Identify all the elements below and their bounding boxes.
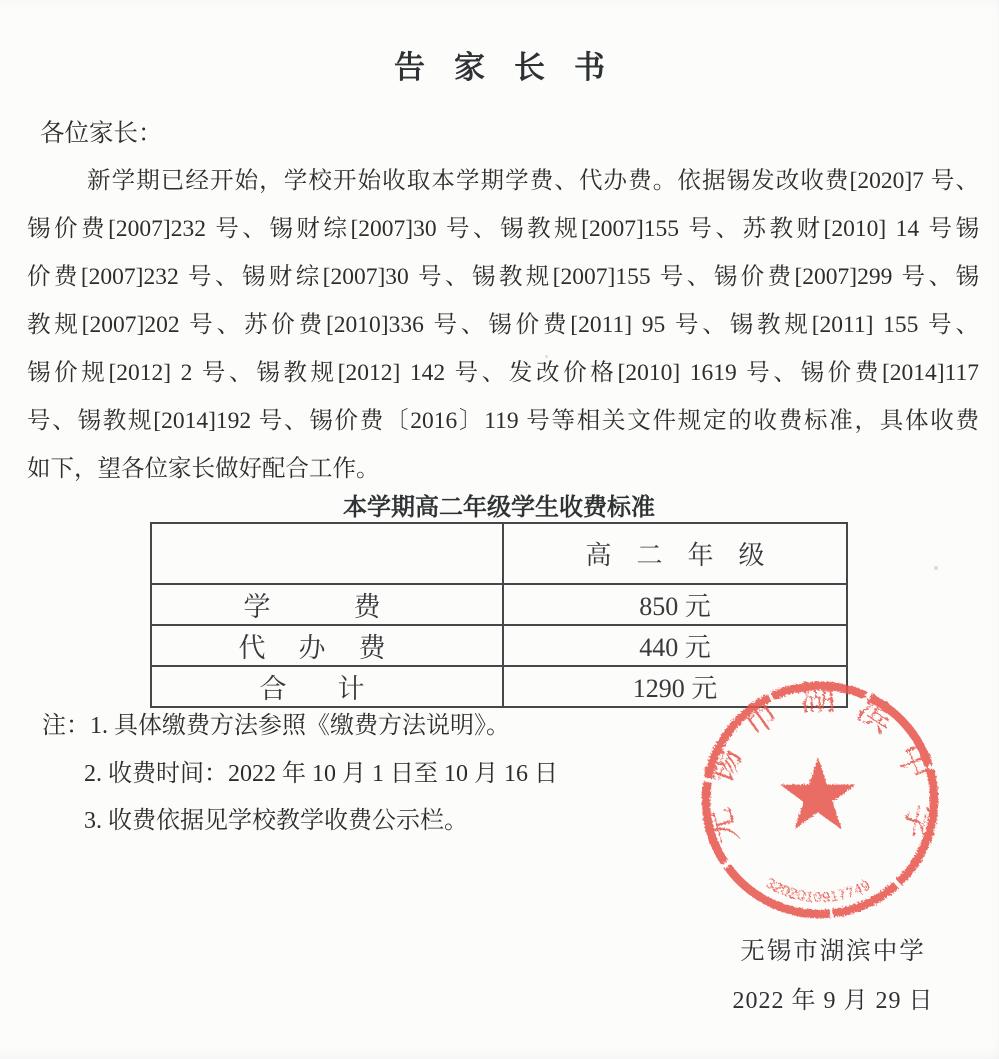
fee-row-label: 代办费 bbox=[151, 625, 503, 666]
fee-table-grade-header: 高二年级 bbox=[503, 523, 847, 584]
scan-speck bbox=[545, 355, 548, 358]
notes-prefix: 注： bbox=[42, 713, 90, 739]
signature-school-name: 无锡市湖滨中学 bbox=[740, 938, 926, 965]
table-row bbox=[151, 666, 847, 707]
body-paragraph bbox=[27, 164, 979, 500]
fee-table-header-row bbox=[151, 523, 847, 584]
page-title: 告家长书 bbox=[394, 50, 634, 85]
note-item-1: 注：1. 具体缴费方法参照《缴费方法说明》。 bbox=[42, 713, 510, 739]
body-line: 如下，望各位家长做好配合工作。 bbox=[27, 456, 380, 482]
fee-row-label: 合计 bbox=[151, 666, 503, 707]
table-row bbox=[151, 625, 847, 666]
scan-speck bbox=[934, 566, 938, 570]
fee-table-empty-header-cell bbox=[151, 523, 503, 584]
body-line: 锡价费[2007]232 号、锡财综[2007]30 号、锡教规[2007]155 号、苏教财[2010] 14 号锡 bbox=[27, 216, 979, 242]
fee-row-value: 1290 元 bbox=[503, 666, 847, 707]
note-item-3: 3. 收费依据见学校教学收费公示栏。 bbox=[84, 808, 468, 834]
fee-row-label: 学费 bbox=[151, 584, 503, 625]
fee-row-value: 850 元 bbox=[503, 584, 847, 625]
body-line: 号、锡教规[2014]192 号、锡价费〔2016〕119 号等相关文件规定的收费标准，具体收费 bbox=[27, 408, 979, 434]
salutation: 各位家长： bbox=[40, 120, 163, 147]
signature-date: 2022 年 9 月 29 日 bbox=[732, 988, 934, 1014]
seal-serial-number: 3202010917749 bbox=[762, 875, 874, 907]
seal-ring bbox=[706, 686, 934, 914]
seal-star-icon bbox=[780, 757, 856, 829]
fee-table-caption: 本学期高二年级学生收费标准 bbox=[343, 495, 655, 521]
seal-ring-text: 无锡市湖滨中学 bbox=[698, 678, 942, 849]
body-line: 新学期已经开始，学校开始收取本学期学费、代办费。依据锡发改收费[2020]7 号、 bbox=[87, 168, 979, 194]
fee-table bbox=[150, 522, 848, 708]
table-row bbox=[151, 584, 847, 625]
fee-row-value: 440 元 bbox=[503, 625, 847, 666]
body-line: 价费[2007]232 号、锡财综[2007]30 号、锡教规[2007]155 号、锡价费[2007]299 号、锡 bbox=[27, 264, 979, 290]
body-line: 锡价规[2012] 2 号、锡教规[2012] 142 号、发改价格[2010] 1619 号、锡价费[2014]117 bbox=[27, 360, 979, 386]
note-item-2: 2. 收费时间：2022 年 10 月 1 日至 10 月 16 日 bbox=[84, 761, 558, 787]
body-line: 教规[2007]202 号、苏价费[2010]336 号、锡价费[2011] 95 号、锡教规[2011] 155 号、 bbox=[27, 312, 979, 338]
